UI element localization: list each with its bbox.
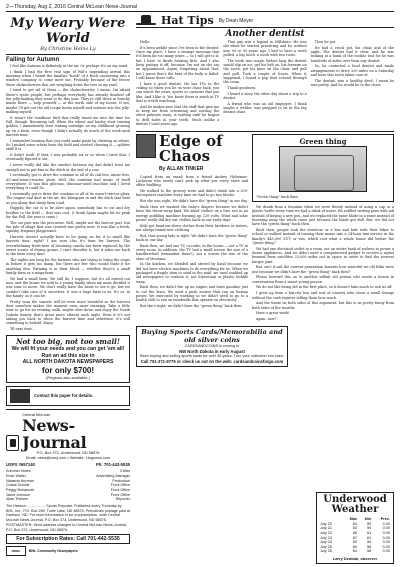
staff-role: Front Office bbox=[110, 492, 130, 497]
weather-cell: 0.00 bbox=[382, 531, 390, 536]
green-thing-caption: "Green thing" back then. bbox=[256, 194, 299, 199]
masthead-title: News-Journal bbox=[22, 415, 87, 452]
weather-cell: 87 bbox=[352, 535, 357, 540]
paragraph: Back then we washed the baby's diapers because we didn't have the throw-away kind. We dried clothes on a line, not in an energy gobbling machine burning up 220 volts. Wind and solar power really did dry our clothes back in our early days. bbox=[136, 204, 248, 222]
right-region bbox=[136, 14, 394, 562]
text-column bbox=[136, 40, 219, 128]
weather-cell: July 26 bbox=[320, 549, 333, 554]
paragraph: It wasn't the Sandhase bird that really tuned me into the time for Fall, though. Becoming tall. When the wheat and barley start turning golden, I immediately start waxing nostalgic on my childhood growing up on a farm, even though I didn't actually do much of the work until harvest time. bbox=[6, 115, 130, 137]
staff-row bbox=[6, 497, 130, 502]
weather-cell: 61 bbox=[366, 535, 372, 540]
continued-text: again, now? bbox=[256, 317, 277, 322]
paragraph: I heard a story the other day about a trip to a dentist. bbox=[223, 91, 307, 101]
paragraph: That guy was a legend in Hillsboro. He was old when he started practicing and he worked into 90 or 95 years ago. I had to have a tooth pulled, a big tooth, a tooth with two roots. bbox=[223, 40, 307, 57]
paragraph: Hello. bbox=[140, 40, 151, 44]
weather-table bbox=[319, 517, 391, 554]
weather-cell: 0.00 bbox=[382, 540, 390, 545]
paragraph: We had a small farm. We still do, I suppose, but it's all rented out now, and the house we sold to a young family when my mom decided it was time to move. We don't really have the heart to see it go, but we couldn't take care of it ourselves. It was a huge farm to us. It's as 'in the family' as it can be. bbox=[6, 276, 130, 299]
paragraph: We had one electrical outlet in a room, not an entire bank of sockets to power a dozen appliances. And we didn't need a computerized gadget to receive a signal beamed from satellites 23,000 miles out in space in order to find the nearest burger joint. bbox=[252, 246, 394, 264]
ad-line-6: (Regions also available.) bbox=[46, 374, 90, 380]
ad-line-2: We will fit your needs and you can get 'em all! bbox=[11, 346, 125, 353]
paragraph: The car part was the precursor. Well, maybe not the barrow part, but the pile of silage that was created was pretty neat. It was like a fresh, squishy, fragrant playground. bbox=[6, 220, 130, 234]
buy-sub-2: NW North Dakota in early August bbox=[179, 348, 245, 354]
ndna-logo-icon bbox=[10, 389, 30, 403]
staff-name: Allan Thiesen bbox=[6, 497, 29, 502]
masthead-address: P.O. Box 373, Underwood, ND 58576 bbox=[36, 450, 100, 455]
weather-cell: 56 bbox=[366, 540, 372, 545]
paragraph: In the kitchen, we blended and stirred by hand because we did not have electric machines to do everything for us. When we packaged a fragile item to send in the mail, we used wadded up old newspapers to cushion it, not Styrofoam or plastic bubble wrap. bbox=[136, 262, 248, 284]
weather-cell: July 20 bbox=[320, 521, 333, 526]
paragraph: But she was right. We didn't have the "green thing" in our day. bbox=[140, 199, 248, 204]
weather-cell: July 23 bbox=[320, 535, 333, 540]
ndna-member-logo: NDNA bbox=[6, 546, 26, 556]
staff-name: Janet Johnson bbox=[6, 492, 30, 497]
staff-name: Rose Waller bbox=[6, 473, 26, 478]
paragraph: We drank from a fountain when we were thirsty instead of using a cup or a plastic bottle every time we had a drink of water. We refilled writing pens with ink instead of buying a new pen, and we replaced the razor blade in a razor instead of throwing away the whole razor just because the blade got dull. But, we did not have the "green thing" back then. bbox=[252, 204, 394, 227]
paragraph: Til next time... bbox=[10, 327, 35, 332]
phone-number: Ph: 701-442-5535 bbox=[96, 462, 130, 468]
edge-right bbox=[252, 134, 394, 323]
weather-row bbox=[319, 549, 391, 554]
paragraph: It's been awhile since I've been to the dentist. Once my place, I have a strange message that it'd been far too many years — so I will get to it, but I have to finish hearing first. And I also keep putting it off, because I'm not on the say on appointment. Again, forgetting about that, but I guess that's the heat of the body is failed. I will know these calls. bbox=[136, 45, 220, 80]
weather-cell: 61 bbox=[366, 531, 372, 536]
usps-row bbox=[6, 462, 130, 467]
hat-tips-body bbox=[136, 40, 394, 128]
subscription-box: For Subscription Rates: Call 701-442-5535 bbox=[6, 534, 130, 544]
paragraph: It didn't work. If that, I was probably six or so when I tried that. I eventually figured it out. bbox=[6, 153, 130, 162]
hat-tips-headline: Another dentist bbox=[225, 29, 305, 39]
paragraph: So, he contacted a local dentist and made arrangements to drive 200 miles on a Saturday and have this tooth taken care of. bbox=[310, 64, 394, 78]
paragraph: Please forward this on to another selfish old person who needs a lesson in conservation from a smart young person. bbox=[252, 275, 394, 284]
cards-coins-ad bbox=[136, 326, 288, 367]
member-logos bbox=[6, 546, 130, 556]
weather-cell: 86 bbox=[352, 531, 357, 536]
weather-cell: 84 bbox=[352, 549, 357, 554]
paragraph: But she's right; we didn't have the "green thing" back then. bbox=[140, 304, 243, 309]
weather-body bbox=[319, 522, 391, 554]
paragraph: Have a great week! bbox=[256, 311, 290, 316]
ad-line-3: Run an ad this size in bbox=[41, 352, 95, 359]
staff-role: Front Office bbox=[110, 487, 130, 492]
contact-text: Contact this paper for details. bbox=[34, 393, 94, 399]
weather-cell: July 21 bbox=[320, 526, 333, 531]
paragraph: I tried to get rid of them — the chokecherries, I mean. I'm afraid there's spots people, but perhaps everybody has already finished off the jelly-making they want to do this year. They're still there in bunchy masts there — help yourself — at the north side of my house. If not, maybe I'll get out the old recipe books myself and venture into the jelly-making myself. bbox=[6, 88, 130, 114]
hat-tips-title: Hat Tips bbox=[161, 14, 214, 27]
weather-cell: 84 bbox=[352, 521, 357, 526]
paragraph: Then he got. bbox=[314, 40, 337, 44]
left-column bbox=[6, 14, 130, 562]
buy-text: Been buying and selling sports cards for over 30 years. Turn your collection into cash. bbox=[140, 353, 284, 358]
usps-number: USPS #657140 bbox=[6, 462, 35, 468]
article-headline: Falling for Autumn bbox=[6, 57, 60, 63]
paragraph: I have a good dentist. He has TVs in the ceiling so when you lie on your chair back, you can watch the news, sports or cartoons that you like. And I like it. You know there is much in TV that is worth watching. bbox=[136, 81, 220, 103]
weather-cell: 0.00 bbox=[382, 544, 390, 549]
weather-cell: July 25 bbox=[320, 544, 333, 549]
paragraph: And the waste on both sides of this argument, but this is no pretty funny from both sides of the mouths. bbox=[252, 301, 394, 310]
paragraph: Happily, the car is to be alive again, somebody has to cut and dry brother to the field — that was cool. (I think Spam maybe hit its peak for the Fall, the year it came.) bbox=[6, 206, 130, 219]
masthead-title-row bbox=[6, 412, 130, 451]
staff-name: Natasha Norman bbox=[6, 478, 34, 483]
paragraph: Back then, we had one TV, or radio, in the house — not a TV in every room. In addition, the TV had a small screen the size of a handkerchief (remember them?), not a screen the size of the state of Montana. bbox=[136, 243, 248, 261]
edge-byline: By ALLAN TINKER bbox=[159, 165, 204, 172]
edge-of-chaos-article bbox=[136, 131, 394, 323]
weather-col-header: Prec. bbox=[380, 517, 390, 522]
paragraph: I eventually got to drive the combine in all of its wasn't-tractor glory. The engine and dust in the air, the bluegrass in and the ditch that beat as you along that dusty farm road. bbox=[6, 192, 130, 205]
weather-cell: 59 bbox=[366, 526, 372, 531]
paragraph: I feel like Autumn is definitely in the air. Or perhaps it's on my mind. bbox=[10, 64, 129, 68]
paragraph: Back then, we didn't fire up an engine and burn gasoline just to cut the lawn. We used a push mower that ran on human power. We exercised by working so we didn't need to go to a health club to run on treadmills that operate on electricity. bbox=[136, 285, 248, 303]
weather-cell: 0.00 bbox=[382, 526, 390, 531]
green-thing-box bbox=[252, 134, 394, 202]
paragraph: Back then, people took the streetcar or a bus and kids rode their bikes to school or walked instead of turning their moms into a 24-hour taxi service in the family's $45,000 SUV or van, which cost what a whole house did before the "green thing." bbox=[252, 227, 394, 245]
paragraph: I think I had the first real sign of Fall's impending arrival this morning when I heard the familiar "honk" of a flock canvassing into a window company to come meet me. Probably because of the freeze there chokecherries that are weighing down the tree in my yard. bbox=[6, 69, 130, 87]
paragraph: I remember hearing that you could make paste by chewing on wheat. So I picked some wheat from the field and started chewing it — splitter stuff it is. bbox=[6, 138, 130, 152]
paragraph: I never really did like the smelter because my dad didn't trust me enough not to put him in the ditch at the end of a row. bbox=[6, 163, 130, 172]
paragraph: Copied from an email from a friend Audrey Holzemer: Lutheran who rarely can't pick up what you every store and office building. bbox=[136, 174, 248, 188]
column-byline: By Christine Heins Ly bbox=[40, 46, 96, 52]
weather-cell: 0.00 bbox=[382, 535, 390, 540]
page-header-text: 2—Thursday, Aug 2, 2016 Central McLean News-Journal bbox=[6, 4, 138, 10]
weather-cell: July 22 bbox=[320, 531, 333, 536]
paragraph: The tooth was rough. Before long the dentist would slip on ice, get his belt on, his forearm on the tooth, put his knee on the chair, and pull and pull. Took a couple of hours. When it happened, I heard a pop that echoed through the room. bbox=[223, 58, 307, 85]
buy-contact: Call 701-371-9779 or check us out on the web: cardsandcoinsfargo.com bbox=[140, 358, 284, 364]
weather-cell: 80 bbox=[352, 540, 357, 545]
staff-role: Reporter bbox=[115, 497, 130, 502]
weather-col-header: Max bbox=[349, 517, 357, 522]
ndna-ad bbox=[6, 335, 130, 383]
staff-role: Advertising Manager bbox=[96, 473, 130, 478]
paragraph: Thank goodness. bbox=[227, 85, 257, 90]
weather-cell: 83 bbox=[352, 526, 357, 531]
weather-observer: Larry Dzubak, observer bbox=[332, 555, 378, 561]
ad-line-4: ALL NORTH DAKOTA NEWSPAPERS bbox=[22, 359, 114, 366]
edge-left bbox=[136, 131, 248, 323]
author-portrait bbox=[136, 134, 156, 158]
buy-sub-1: CARDSANDCOINS is coming to bbox=[184, 344, 240, 349]
masthead-contact: Email: news@cmnj.com • Website: 1tngnews.com bbox=[25, 455, 111, 460]
weather-cell: 58 bbox=[366, 549, 372, 554]
hat-tips-header bbox=[136, 14, 394, 28]
contact-box bbox=[6, 386, 130, 406]
edge-title: Edge of Chaos bbox=[159, 131, 223, 165]
hat-tips-byline: By Dean Meyer bbox=[218, 17, 254, 24]
weather-cell: 59 bbox=[366, 521, 372, 526]
paragraph: I grew up from a big-city boy and sort of country who chose a small change without the cash register telling them how much. bbox=[252, 291, 394, 300]
hat-icon bbox=[136, 15, 156, 26]
paragraph: Kids got hand-me-down clothes from their brothers or sisters, not always brand-new clothing. bbox=[136, 223, 248, 232]
staff-role: Front Office bbox=[110, 483, 130, 488]
staff-name: Cristal Schultz bbox=[6, 483, 30, 488]
divider bbox=[6, 54, 130, 55]
paragraph: But, isn't it sad the current generation laments how wasteful we old folks were just because we didn't have the "green thing" back then? bbox=[252, 265, 394, 274]
buy-title: Buying Sports Cards/Memorabilia and old silver coins bbox=[141, 328, 283, 344]
edge-heading bbox=[136, 131, 248, 175]
weather-title: Underwood Weather bbox=[323, 494, 387, 515]
masthead-info: Tim Hanson .................. Sports Reporter. Published every Thursday by BHL, Inc., P.O. Box 269, Turtle Lake, ND 58575. Periodicals postage paid at Garrison, ND. For more information or for a subscription, write Central McLean News-Journal, P.O. Box 373, Underwood, ND 58576. POSTMASTER: Send address changes to Central McLean News-Journal, P.O. Box 373, Underwood, ND 58576. bbox=[6, 504, 130, 532]
paragraph: Harvest doesn't actually have to be going on for it to smell like harvest time, right? I am sure this it's time for harvest. The overwhelming fresh-ness of blooming canola has been replaced by the sweet scents of drying grains. I can't describe it, but it takes me back to the farm every time. bbox=[6, 235, 130, 257]
weather-cell: 80 bbox=[352, 544, 357, 549]
article-body bbox=[6, 64, 130, 331]
weather-cell: 0.00 bbox=[382, 549, 390, 554]
weather-cell: 0.00 bbox=[382, 521, 390, 526]
page-header bbox=[6, 3, 394, 12]
green-thing-title: Green thing bbox=[299, 136, 347, 146]
paragraph: We walked to the grocery store and didn't climb into a 300-horsepower machine every time we had to go two blocks. bbox=[136, 189, 248, 198]
staff-name: Peggy Bohannah bbox=[6, 487, 35, 492]
bhl-member-logo: BHL Community Newspapers bbox=[29, 549, 78, 554]
weather-col-header: Min bbox=[364, 517, 372, 522]
masthead bbox=[6, 409, 130, 556]
underwood-weather bbox=[316, 492, 394, 564]
weather-cell: 58 bbox=[366, 544, 372, 549]
staff-list bbox=[6, 469, 130, 502]
text-column bbox=[311, 40, 394, 128]
paragraph: We do not like being old in the first place, so it doesn't take much to tick us off. bbox=[256, 285, 393, 290]
ad-line-1: Not too big, not too small! bbox=[16, 337, 120, 347]
newspaper-logo-icon bbox=[6, 435, 19, 451]
paragraph: Pretty soon the sunsets will be even more beautiful as the harvest dust somehow makes the moment even more stunning. Take a little time to go for an evening walk, maybe slow down and enjoy the North Dakota beauty that's great more vibrant each night. Even if it's not taking you back to when the harvest time and otherwise, it's still something to behold. Enjoy. bbox=[6, 299, 130, 326]
green-thing-photo bbox=[279, 146, 367, 192]
paragraph: I eventually got to drive the combine in all of its cab-less, music-less, AC-and-wasn't-tractor glory. Well, the combine had music of itself everywhere. It was this glorious, dinosaur-sized machine and I loved everything it could do. bbox=[6, 173, 130, 191]
text-column bbox=[223, 40, 306, 128]
edge-grid bbox=[136, 131, 394, 323]
paragraph: He had a crock pot, his chair, and of the night. The dentist had it clear, and he was looking at a hunk of the toothie tool for he was hundreds of miles over from any dentist. bbox=[310, 45, 394, 63]
edge-column-1 bbox=[136, 175, 248, 309]
edge-column-2 bbox=[252, 205, 394, 322]
weather-cell: July 24 bbox=[320, 540, 333, 545]
staff-name: Summer Notes bbox=[6, 469, 31, 474]
masthead-small: Central McLean bbox=[22, 411, 51, 417]
paragraph: The nights are long for the farmers who are trying to bring the crops in before it gets too damp, but there are few who would trade it for anything else. Farming is in their blood — whether they're a small family farm or a mega-farm. bbox=[6, 258, 130, 276]
ad-line-5: for only $700! bbox=[41, 365, 94, 375]
column-title: My Weary Were World bbox=[10, 16, 126, 46]
paragraph: A friend who was an old employee, I think maybe a welder, was prepped to be in the big dentist chair. bbox=[223, 101, 307, 115]
staff-role: Production bbox=[112, 478, 130, 483]
paragraph: And he makes sure that the staff that give me to keep me from screaming and scaring the other patients away, is waiting until he begins to drill holes in your teeth. Much unlike a dentist I used years ago. bbox=[136, 104, 220, 126]
staff-role: Editor bbox=[120, 469, 130, 474]
paragraph: But, that young lady is right: We didn't have the "green thing" back in our day. bbox=[136, 233, 248, 242]
paragraph: The dentist, was a healthy devil. I mean he was pretty. And he would be in the chair. bbox=[310, 78, 394, 88]
